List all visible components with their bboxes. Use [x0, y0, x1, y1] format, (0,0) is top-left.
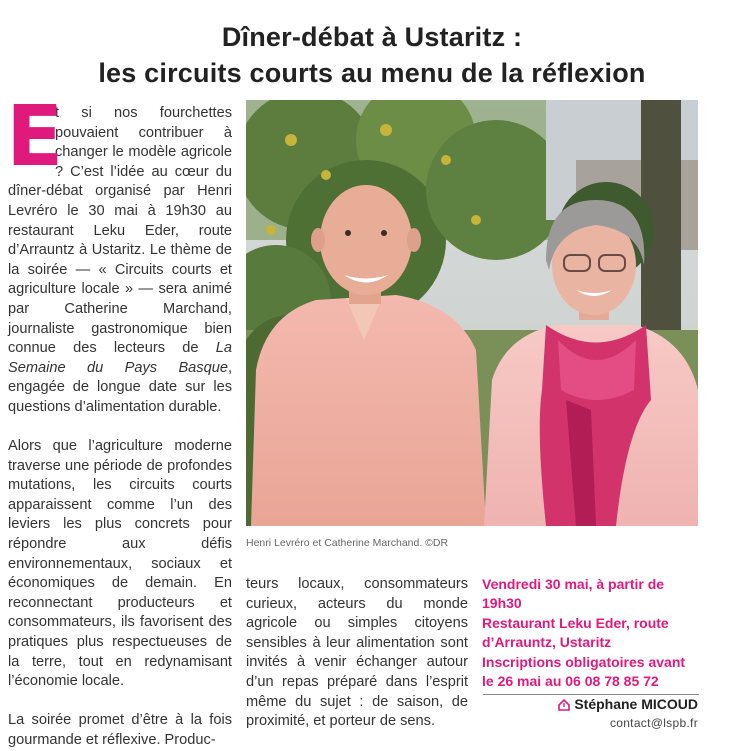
event-venue: Restaurant Leku Eder, route — [482, 614, 669, 631]
event-date: Vendredi 30 mai, à partir de — [482, 576, 665, 592]
paragraph-3-continued: teurs locaux, consommateurs curieux, acteurs du monde agricole ou simples citoyens sensibles à leur alimentation sont invités à venir échanger autour d’un repas préparé dans l’esprit même du sujet : de saison, de proximité, et porteur de sens. — [246, 576, 468, 730]
pen-icon — [558, 699, 570, 711]
article-photo — [246, 100, 698, 526]
article-column-1 — [6, 87, 232, 751]
photo-caption: Henri Levréro et Catherine Marchand. ©DR — [246, 537, 449, 549]
headline-line-2: les circuits courts au menu de la réflexion — [98, 58, 646, 88]
headline-line-1: Dîner-débat à Ustaritz : — [221, 22, 523, 52]
event-phone: le 26 mai au 06 08 78 85 72 — [482, 673, 659, 690]
author-divider — [483, 694, 699, 695]
author-contact[interactable]: contact@lspb.fr — [609, 716, 698, 730]
publication-name: La Semaine du Pays Basque — [8, 340, 232, 376]
paragraph-3-start: La soirée promet d’être à la fois gourmande et réflexive. Produc- — [8, 712, 232, 748]
event-info-box — [482, 575, 700, 691]
paragraph-1: t si nos fourchettes pouvaient contribuer à changer le modèle agricole ? C’est l’idée au cœur du dîner-débat organisé par Henri Levréro le 30 mai à 19h30 au restaurant Leku Eder, route d’Arrauntz à Ustaritz. Le thème de la soirée — « Circuits courts et agriculture locale » — sera animé par Catherine Marchand, journaliste gastronomique bien connue des lecteurs de La Semaine du Pays Basque, engagée de longue date sur les questions d’alimentation durable. — [8, 105, 232, 415]
paragraph-2: Alors que l’agriculture moderne traverse une période de profondes mutations, les circuits courts apparaissent comme l’un des leviers les plus concrets pour répondre aux défis environnementaux, sociaux et économiques de demain. En reconnectant producteurs et consommateurs, ils favorisent des pratiques plus respectueuses de la terre, tout en redynamisant l’économie locale. — [8, 438, 232, 690]
author-signature — [558, 696, 698, 712]
author-name: Stéphane MICOUD — [574, 696, 698, 712]
article-column-2 — [246, 575, 468, 732]
event-address: d’Arrauntz, Ustaritz — [482, 634, 612, 651]
drop-cap: E — [6, 87, 64, 185]
event-time: 19h30 — [482, 595, 522, 612]
event-registration: Inscriptions obligatoires avant — [482, 653, 686, 670]
